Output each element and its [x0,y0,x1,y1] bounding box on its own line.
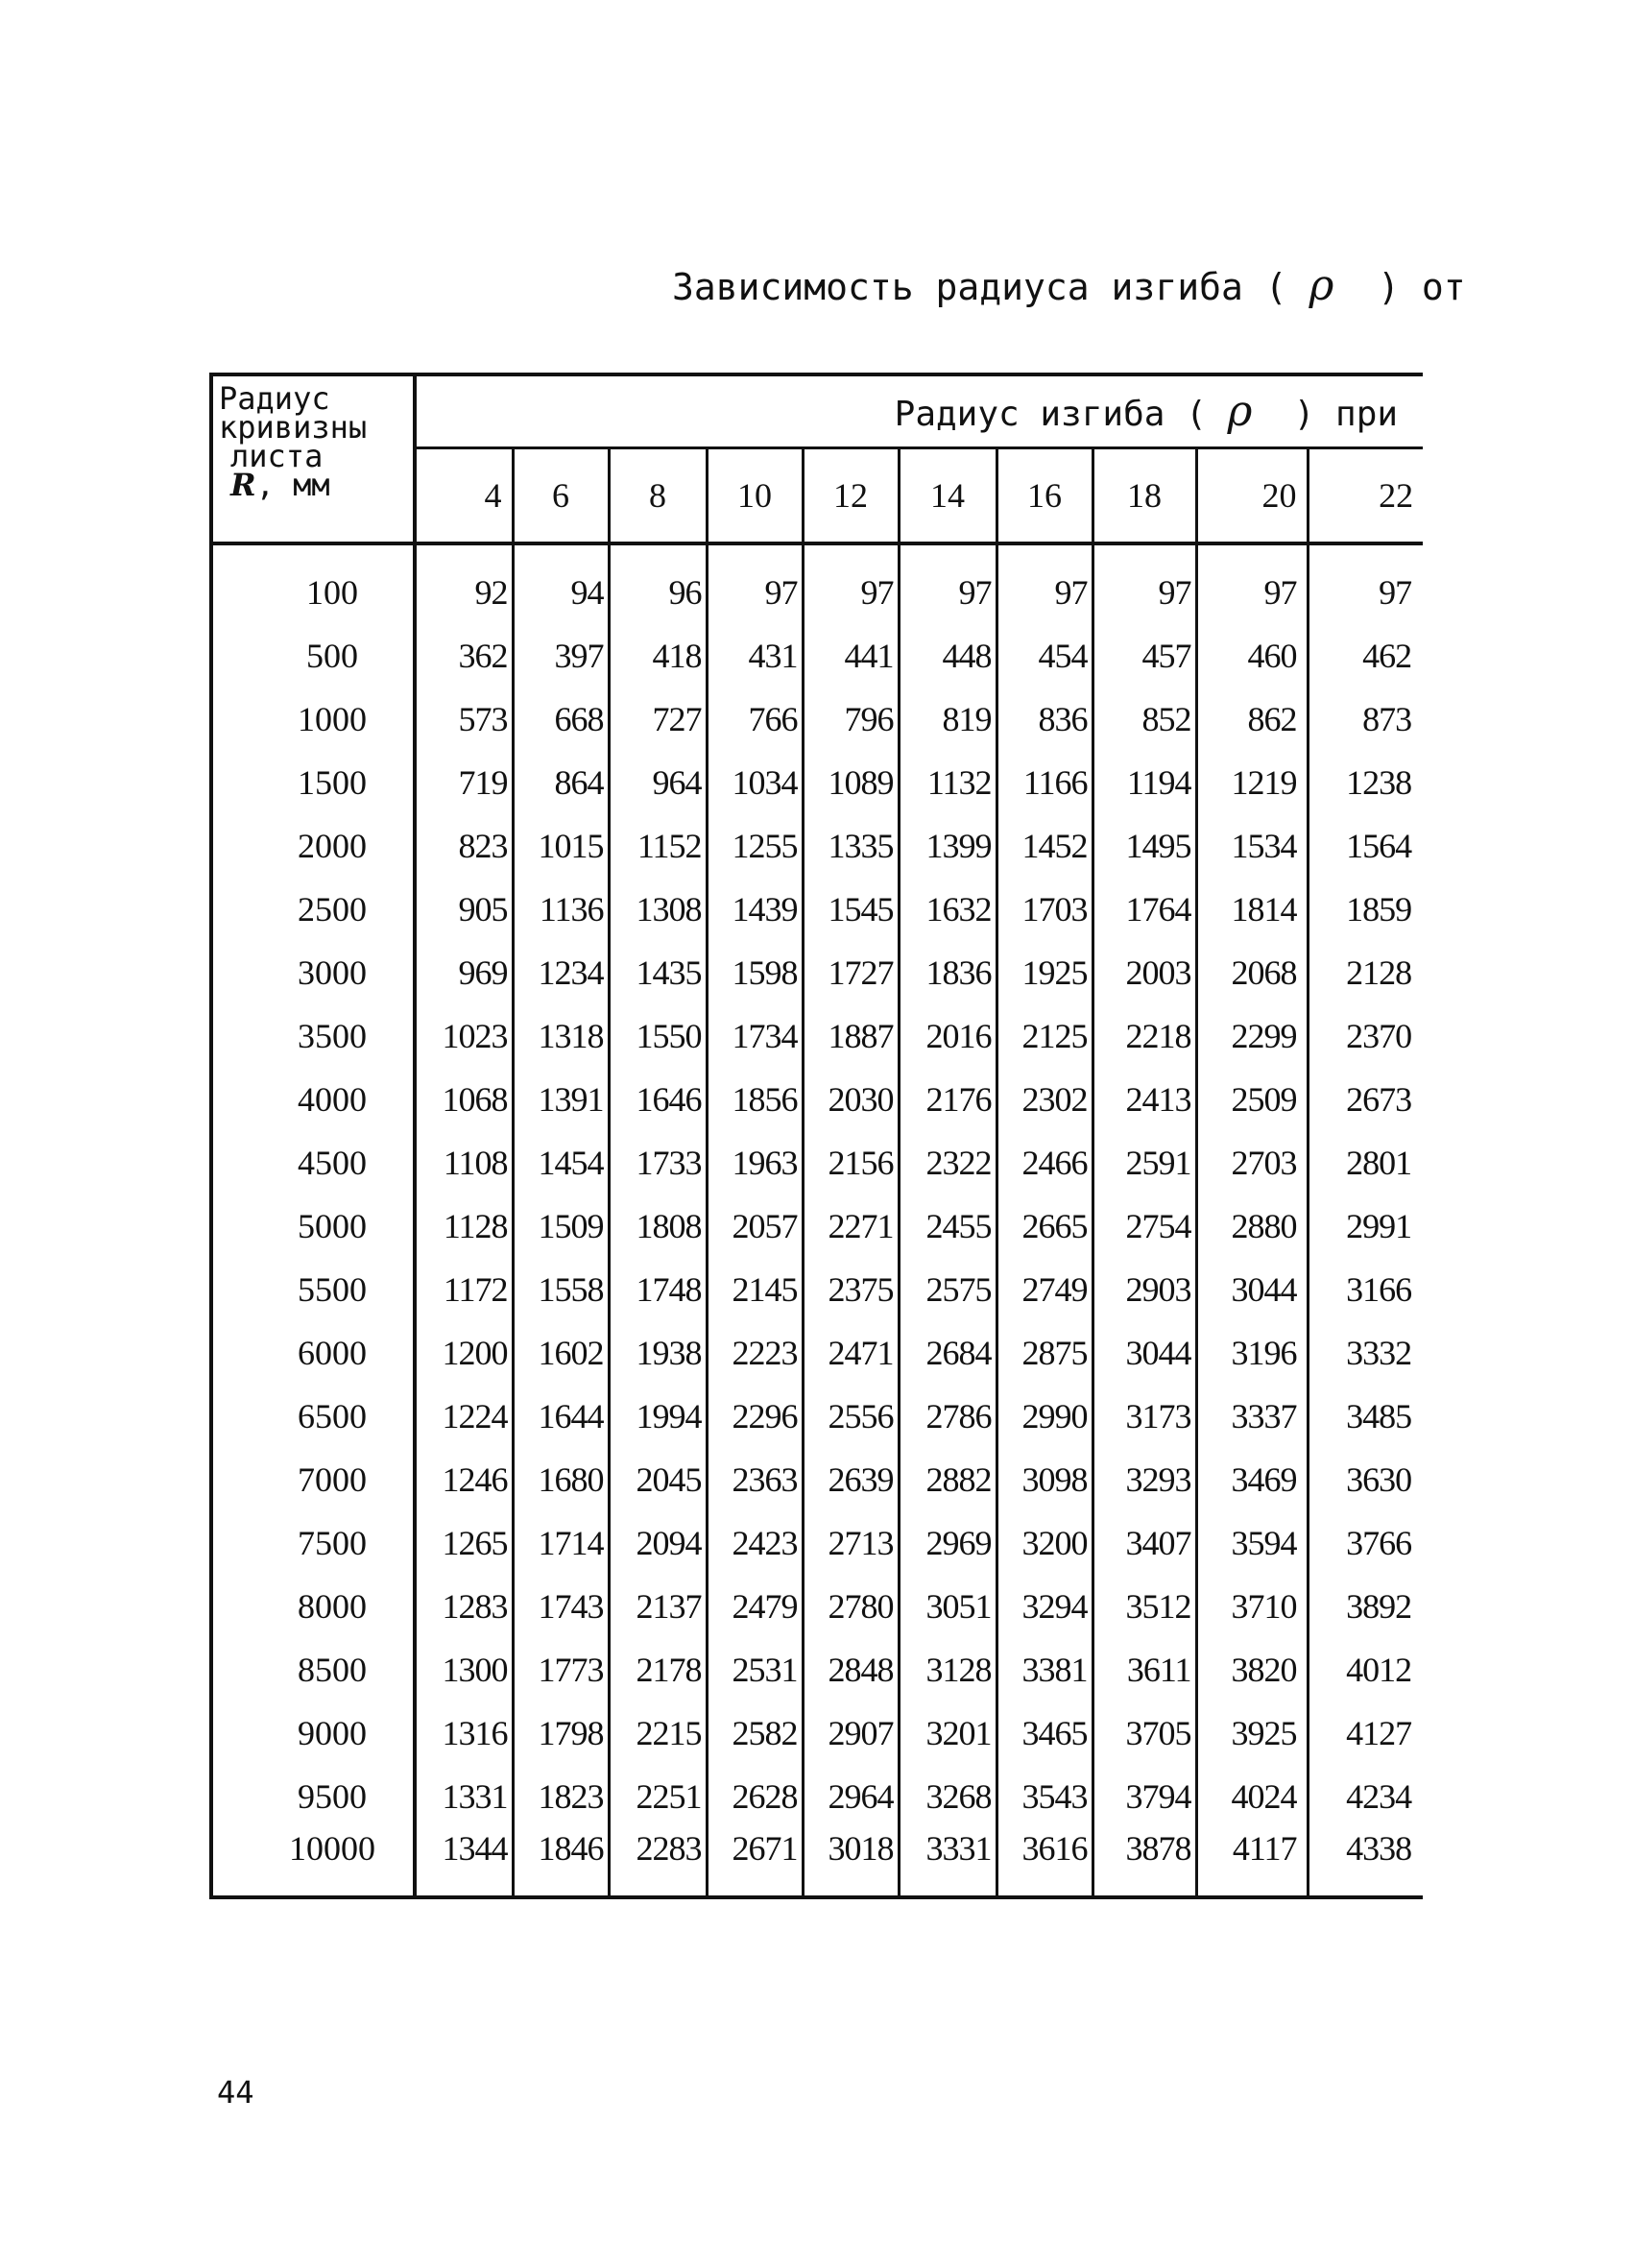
bend-radius-cell: 2991 [1346,1207,1412,1245]
curvature-radius-cell: 8000 [211,1575,415,1638]
table-row [211,878,1423,941]
table-row [211,1131,1423,1194]
bend-radius-cell: 1316 [415,1701,513,1765]
bend-radius-cell: 2156 [803,1131,899,1194]
bend-radius-cell: 2145 [707,1258,803,1321]
bend-radius-cell: 1680 [513,1448,609,1511]
bend-radius-cell: 1439 [707,878,803,941]
bend-radius-cell: 1743 [513,1575,609,1638]
table-row [211,1194,1423,1258]
table-row [211,1448,1423,1511]
bend-radius-cell: 2780 [803,1575,899,1638]
bend-radius-cell: 3594 [1196,1511,1308,1575]
bend-radius-cell: 2128 [1346,953,1412,992]
bend-radius-cell: 3616 [997,1828,1093,1897]
column-header-22: 22 [1308,448,1423,543]
table-row [211,814,1423,878]
bend-radius-cell: 2370 [1346,1017,1412,1055]
bend-radius-cell: 441 [803,624,899,688]
bend-radius-cell: 1331 [415,1765,513,1828]
bend-radius-cell: 2749 [997,1258,1093,1321]
bend-radius-cell: 3407 [1093,1511,1196,1575]
bend-radius-cell: 3543 [997,1765,1093,1828]
page-number: 44 [217,2074,254,2111]
bend-radius-cell: 2754 [1093,1194,1196,1258]
bend-radius-cell: 2531 [707,1638,803,1701]
bend-radius-cell: 1734 [707,1004,803,1068]
curvature-radius-cell: 2500 [211,878,415,941]
bend-radius-cell: 460 [1196,624,1308,688]
table-row [211,1068,1423,1131]
table-body [211,543,1423,1897]
bend-radius-cell: 1859 [1346,890,1412,929]
bend-radius-cell: 1598 [707,941,803,1004]
bend-radius-cell: 3196 [1196,1321,1308,1385]
bend-radius-cell: 3201 [899,1701,997,1765]
bend-radius-cell: 2423 [707,1511,803,1575]
group-header [415,374,1423,448]
bend-radius-cell: 1454 [513,1131,609,1194]
table-row [211,624,1423,688]
bend-radius-cell: 2703 [1196,1131,1308,1194]
bend-radius-cell: 2125 [997,1004,1093,1068]
bend-radius-cell: 1318 [513,1004,609,1068]
bend-radius-cell: 905 [415,878,513,941]
bend-radius-cell: 462 [1362,637,1412,675]
bend-radius-cell: 3892 [1346,1587,1412,1626]
table-row [211,561,1423,624]
bend-radius-cell: 3268 [899,1765,997,1828]
bend-radius-cell: 1023 [415,1004,513,1068]
curvature-radius-cell: 9500 [211,1765,415,1828]
bend-radius-cell: 97 [1093,561,1196,624]
bend-radius-cell: 2907 [803,1701,899,1765]
bend-radius-cell: 3766 [1346,1524,1412,1562]
bend-radius-cell: 2665 [997,1194,1093,1258]
bend-radius-cell: 1200 [415,1321,513,1385]
table-row [211,1258,1423,1321]
bend-radius-cell: 1773 [513,1638,609,1701]
bend-radius-cell: 3200 [997,1511,1093,1575]
bend-radius-cell: 3878 [1093,1828,1196,1897]
bend-radius-cell: 3465 [997,1701,1093,1765]
bend-radius-cell: 727 [609,688,707,751]
page-title [672,261,1466,310]
bend-radius-cell: 1646 [609,1068,707,1131]
bend-radius-cell: 1823 [513,1765,609,1828]
bend-radius-cell: 1136 [513,878,609,941]
bend-radius-cell: 969 [415,941,513,1004]
bend-radius-cell: 2176 [899,1068,997,1131]
bend-radius-cell: 1224 [415,1385,513,1448]
bend-radius-cell: 2016 [899,1004,997,1068]
table-row [211,1321,1423,1385]
bend-radius-cell: 1391 [513,1068,609,1131]
bend-radius-cell: 2296 [707,1385,803,1448]
bend-radius-cell: 719 [415,751,513,814]
bend-radius-cell: 2413 [1093,1068,1196,1131]
bend-radius-cell: 4338 [1308,1828,1423,1897]
bend-radius-cell: 3794 [1093,1765,1196,1828]
column-header-12: 12 [803,448,899,543]
bend-radius-cell: 819 [899,688,997,751]
bend-radius-cell: 2673 [1346,1080,1412,1119]
bend-radius-cell: 2068 [1196,941,1308,1004]
curvature-radius-cell: 6500 [211,1385,415,1448]
bend-radius-cell: 1435 [609,941,707,1004]
bend-radius-cell: 1152 [609,814,707,878]
bend-radius-cell: 1994 [609,1385,707,1448]
bend-radius-cell: 1703 [997,878,1093,941]
bend-radius-cell: 454 [997,624,1093,688]
bend-radius-cell: 1887 [803,1004,899,1068]
bend-radius-cell: 823 [415,814,513,878]
bend-radius-cell: 4117 [1196,1828,1308,1897]
bend-radius-cell: 668 [513,688,609,751]
bend-radius-cell: 1495 [1093,814,1196,878]
bend-radius-cell: 3044 [1093,1321,1196,1385]
bend-radius-cell: 1602 [513,1321,609,1385]
bend-radius-cell: 97 [1379,573,1412,612]
bend-radius-cell: 2479 [707,1575,803,1638]
bend-radius-cell: 3018 [803,1828,899,1897]
bend-radius-cell: 2057 [707,1194,803,1258]
title-prefix: Зависимость радиуса изгиба ( [672,266,1287,308]
bend-radius-cell: 3044 [1196,1258,1308,1321]
title-suffix: ) от [1378,266,1466,308]
bend-radius-cell: 1963 [707,1131,803,1194]
bend-radius-cell: 2045 [609,1448,707,1511]
bend-radius-cell: 852 [1093,688,1196,751]
bend-radius-cell: 1814 [1196,878,1308,941]
bend-radius-cell: 1836 [899,941,997,1004]
bend-radius-cell: 1132 [899,751,997,814]
bend-radius-cell: 3925 [1196,1701,1308,1765]
bend-radius-cell: 3128 [899,1638,997,1701]
bend-radius-cell: 3173 [1093,1385,1196,1448]
table-row [211,1765,1423,1828]
bend-radius-cell: 2322 [899,1131,997,1194]
bend-radius-cell: 94 [513,561,609,624]
bend-radius-cell: 3098 [997,1448,1093,1511]
spacer-row [211,543,1423,561]
bend-radius-cell: 3469 [1196,1448,1308,1511]
bend-radius-cell: 4012 [1346,1651,1412,1689]
column-header-4: 4 [415,448,513,543]
bend-radius-cell: 1550 [609,1004,707,1068]
bend-radius-cell: 1300 [415,1638,513,1701]
bend-radius-cell: 1644 [513,1385,609,1448]
bend-radius-cell: 3294 [997,1575,1093,1638]
curvature-radius-cell: 2000 [211,814,415,878]
bend-radius-cell: 2628 [707,1765,803,1828]
bend-radius-cell: 4127 [1346,1714,1412,1752]
bend-radius-cell: 1856 [707,1068,803,1131]
bend-radius-cell: 362 [415,624,513,688]
bend-radius-cell: 2875 [997,1321,1093,1385]
bend-radius-cell: 3381 [997,1638,1093,1701]
bend-radius-cell: 1798 [513,1701,609,1765]
bend-radius-cell: 873 [1362,700,1412,738]
bend-radius-cell: 1925 [997,941,1093,1004]
bend-radius-cell: 2251 [609,1765,707,1828]
bend-radius-cell: 2271 [803,1194,899,1258]
bend-radius-cell: 1558 [513,1258,609,1321]
bend-radius-cell: 864 [513,751,609,814]
bend-radius-cell: 3166 [1346,1270,1412,1309]
bend-radius-cell: 3337 [1196,1385,1308,1448]
bend-radius-cell: 1545 [803,878,899,941]
curvature-radius-cell: 9000 [211,1701,415,1765]
bend-radius-cell: 2466 [997,1131,1093,1194]
bend-radius-cell: 1632 [899,878,997,941]
bend-radius-cell: 457 [1093,624,1196,688]
bend-radius-cell: 2575 [899,1258,997,1321]
bend-radius-cell: 3710 [1196,1575,1308,1638]
bend-radius-cell: 2375 [803,1258,899,1321]
bend-radius-cell: 97 [997,561,1093,624]
bend-radius-cell: 2178 [609,1638,707,1701]
bend-radius-cell: 1564 [1346,827,1412,865]
bend-radius-cell: 2582 [707,1701,803,1765]
row-header-cell [211,374,415,543]
bend-radius-cell: 3512 [1093,1575,1196,1638]
bend-radius-cell: 2903 [1093,1258,1196,1321]
bend-radius-cell: 2137 [609,1575,707,1638]
bend-radius-cell: 97 [1196,561,1308,624]
bend-radius-cell: 1219 [1196,751,1308,814]
bend-radius-cell: 4024 [1196,1765,1308,1828]
column-header-16: 16 [997,448,1093,543]
row-header-line1: Радиус [219,380,330,417]
bend-radius-cell: 1234 [513,941,609,1004]
row-header-unit: , мм [255,467,330,503]
group-header-suffix: ) при [1293,395,1399,435]
bend-radius-cell: 796 [803,688,899,751]
bend-radius-cell: 2713 [803,1511,899,1575]
bend-radius-cell: 1938 [609,1321,707,1385]
table-row [211,1701,1423,1765]
table-row [211,1511,1423,1575]
bend-radius-cell: 2964 [803,1765,899,1828]
bend-radius-cell: 2299 [1196,1004,1308,1068]
bend-radius-cell: 2223 [707,1321,803,1385]
bend-radius-cell: 431 [707,624,803,688]
bend-radius-cell: 92 [415,561,513,624]
bend-radius-cell: 1108 [415,1131,513,1194]
table-row [211,688,1423,751]
curvature-radius-cell: 5500 [211,1258,415,1321]
bend-radius-cell: 1015 [513,814,609,878]
curvature-radius-cell: 100 [211,561,415,624]
bend-radius-cell: 1733 [609,1131,707,1194]
curvature-radius-cell: 5000 [211,1194,415,1258]
bend-radius-cell: 2509 [1196,1068,1308,1131]
curvature-radius-cell: 4000 [211,1068,415,1131]
bend-radius-cell: 836 [997,688,1093,751]
bend-radius-cell: 1166 [997,751,1093,814]
bend-radius-cell: 2003 [1093,941,1196,1004]
table-row [211,751,1423,814]
bend-radius-cell: 1727 [803,941,899,1004]
bend-radius-cell: 2786 [899,1385,997,1448]
bend-radius-cell: 3051 [899,1575,997,1638]
curvature-radius-cell: 1000 [211,688,415,751]
bend-radius-cell: 1128 [415,1194,513,1258]
curvature-radius-cell: 7000 [211,1448,415,1511]
bend-radius-cell: 418 [609,624,707,688]
curvature-radius-cell: 4500 [211,1131,415,1194]
bend-radius-cell: 1265 [415,1511,513,1575]
bend-radius-cell: 2684 [899,1321,997,1385]
bend-radius-cell: 96 [609,561,707,624]
curvature-radius-cell: 10000 [211,1828,415,1897]
bend-radius-cell: 2671 [707,1828,803,1897]
bend-radius-cell: 1344 [415,1828,513,1897]
bend-radius-cell: 1238 [1346,763,1412,802]
bend-radius-cell: 2801 [1346,1144,1412,1182]
bend-radius-cell: 2969 [899,1511,997,1575]
r-symbol: R [230,467,256,503]
bend-radius-cell: 1308 [609,878,707,941]
bend-radius-cell: 766 [707,688,803,751]
bend-radius-cell: 97 [899,561,997,624]
curvature-radius-cell: 8500 [211,1638,415,1701]
bend-radius-cell: 1764 [1093,878,1196,941]
bend-radius-cell: 2030 [803,1068,899,1131]
bend-radius-cell: 2882 [899,1448,997,1511]
bend-radius-cell: 2990 [997,1385,1093,1448]
bend-radius-table [209,373,1423,1899]
bend-radius-cell: 1399 [899,814,997,878]
bend-radius-cell: 97 [707,561,803,624]
column-header-20: 20 [1196,448,1308,543]
bend-radius-cell: 2283 [609,1828,707,1897]
row-header-line2: кривизны [219,409,368,446]
bend-radius-cell: 2848 [803,1638,899,1701]
table-row [211,941,1423,1004]
bend-radius-cell: 1283 [415,1575,513,1638]
row-header-line3: листа [230,438,324,474]
column-header-18: 18 [1093,448,1196,543]
bend-radius-cell: 1255 [707,814,803,878]
bend-radius-cell: 862 [1196,688,1308,751]
bend-radius-cell: 1534 [1196,814,1308,878]
bend-radius-cell: 4234 [1346,1777,1412,1816]
bend-radius-cell: 1714 [513,1511,609,1575]
bend-radius-cell: 2639 [803,1448,899,1511]
table-row [211,1828,1423,1897]
curvature-radius-cell: 1500 [211,751,415,814]
bend-radius-cell: 3485 [1346,1397,1412,1436]
bend-radius-cell: 2591 [1093,1131,1196,1194]
bend-radius-cell: 1089 [803,751,899,814]
curvature-radius-cell: 3500 [211,1004,415,1068]
bend-radius-cell: 1335 [803,814,899,878]
bend-radius-cell: 2215 [609,1701,707,1765]
bend-radius-cell: 1194 [1093,751,1196,814]
bend-radius-cell: 1808 [609,1194,707,1258]
column-header-6: 6 [513,448,609,543]
group-header-prefix: Радиус изгиба ( [894,395,1207,435]
curvature-radius-cell: 500 [211,624,415,688]
bend-radius-cell: 2880 [1196,1194,1308,1258]
table-row [211,1638,1423,1701]
bend-radius-cell: 2363 [707,1448,803,1511]
bend-radius-cell: 3293 [1093,1448,1196,1511]
curvature-radius-cell: 3000 [211,941,415,1004]
bend-radius-cell: 573 [415,688,513,751]
bend-radius-cell: 2556 [803,1385,899,1448]
rho-symbol: ρ [1309,261,1334,310]
bend-radius-cell: 1748 [609,1258,707,1321]
curvature-radius-cell: 7500 [211,1511,415,1575]
table-row [211,1004,1423,1068]
bend-radius-cell: 3630 [1346,1460,1412,1499]
bend-radius-cell: 1452 [997,814,1093,878]
bend-radius-cell: 1846 [513,1828,609,1897]
bend-radius-cell: 3332 [1346,1334,1412,1372]
bend-radius-cell: 2302 [997,1068,1093,1131]
bend-radius-cell: 1068 [415,1068,513,1131]
bend-radius-cell: 97 [803,561,899,624]
bend-radius-cell: 2218 [1093,1004,1196,1068]
table-row [211,1575,1423,1638]
bend-radius-cell: 448 [899,624,997,688]
group-rho-symbol: ρ [1227,387,1253,437]
table-row [211,1385,1423,1448]
bend-radius-cell: 3331 [899,1828,997,1897]
curvature-radius-cell: 6000 [211,1321,415,1385]
bend-radius-cell: 3820 [1196,1638,1308,1701]
column-header-10: 10 [707,448,803,543]
column-header-14: 14 [899,448,997,543]
bend-radius-cell: 2471 [803,1321,899,1385]
bend-radius-cell: 1509 [513,1194,609,1258]
column-header-8: 8 [609,448,707,543]
bend-radius-cell: 2455 [899,1194,997,1258]
bend-radius-cell: 1172 [415,1258,513,1321]
bend-radius-cell: 397 [513,624,609,688]
bend-radius-cell: 1034 [707,751,803,814]
bend-radius-cell: 1246 [415,1448,513,1511]
bend-radius-cell: 3705 [1093,1701,1196,1765]
bend-radius-cell: 964 [609,751,707,814]
bend-radius-cell: 3611 [1093,1638,1196,1701]
bend-radius-cell: 2094 [609,1511,707,1575]
